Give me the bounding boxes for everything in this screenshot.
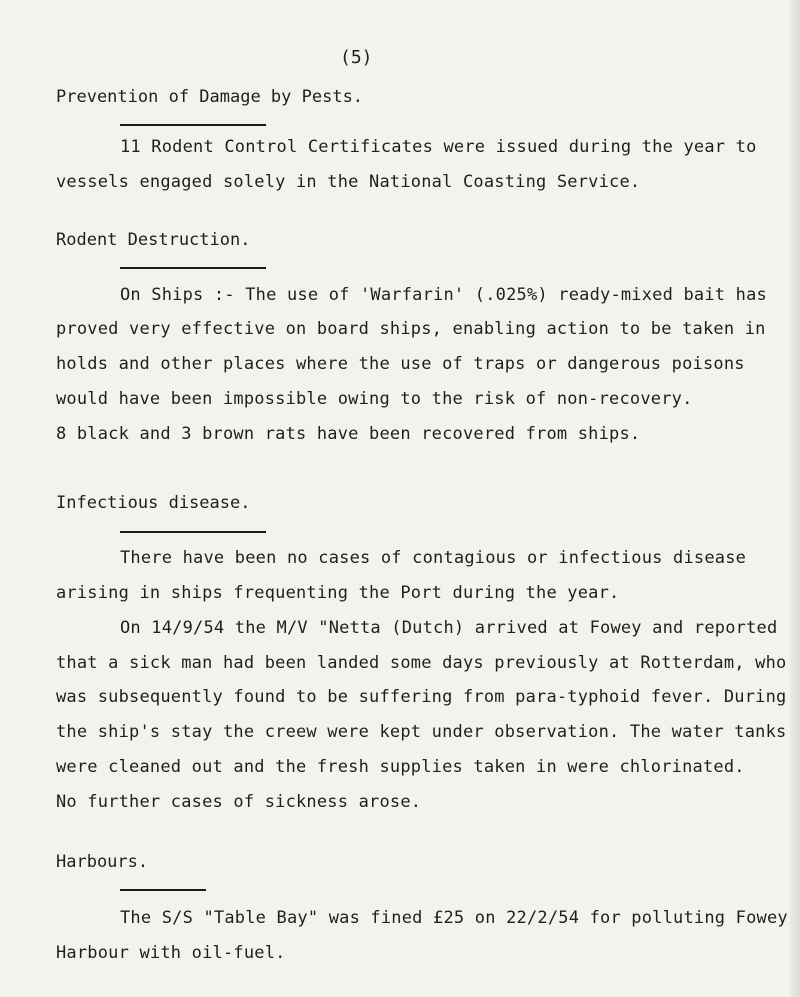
paragraph-line: Harbour with oil-fuel. [56, 943, 286, 963]
paragraph-line: 8 black and 3 brown rats have been recovered from ships. [56, 424, 641, 444]
paragraph-line: On 14/9/54 the M/V "Netta (Dutch) arrived at Fowey and reported [120, 618, 778, 638]
paragraph-line: On Ships :- The use of 'Warfarin' (.025%) ready-mixed bait has [120, 285, 767, 305]
paragraph-line: would have been impossible owing to the risk of non-recovery. [56, 389, 693, 409]
paragraph-line: 11 Rodent Control Certificates were issued during the year to [120, 137, 757, 157]
paragraph-line: holds and other places where the use of traps or dangerous poisons [56, 354, 745, 374]
section-heading-prevention: Prevention of Damage by Pests. [56, 87, 364, 107]
paragraph-line: vessels engaged solely in the National Coasting Service. [56, 172, 641, 192]
heading-underline [120, 124, 266, 126]
heading-underline [120, 531, 266, 533]
paragraph-line: were cleaned out and the fresh supplies taken in were chlorinated. [56, 757, 745, 777]
page-edge-shadow [790, 0, 800, 997]
section-heading-rodent-destruction: Rodent Destruction. [56, 230, 251, 250]
paragraph-line: was subsequently found to be suffering from para-typhoid fever. During [56, 687, 787, 707]
section-heading-infectious-disease: Infectious disease. [56, 493, 251, 513]
page-number: (5) [340, 47, 373, 68]
paragraph-line: proved very effective on board ships, enabling action to be taken in [56, 319, 766, 339]
paragraph-line: the ship's stay the creew were kept under observation. The water tanks [56, 722, 787, 742]
paragraph-line: arising in ships frequenting the Port during the year. [56, 583, 620, 603]
heading-underline [120, 889, 206, 891]
section-heading-harbours: Harbours. [56, 852, 149, 872]
paragraph-line: No further cases of sickness arose. [56, 792, 422, 812]
paragraph-line: The S/S "Table Bay" was fined £25 on 22/2/54 for polluting Fowey [120, 908, 788, 928]
paragraph-line: that a sick man had been landed some days previously at Rotterdam, who [56, 653, 787, 673]
heading-underline [120, 267, 266, 269]
paragraph-line: There have been no cases of contagious or infectious disease [120, 548, 747, 568]
